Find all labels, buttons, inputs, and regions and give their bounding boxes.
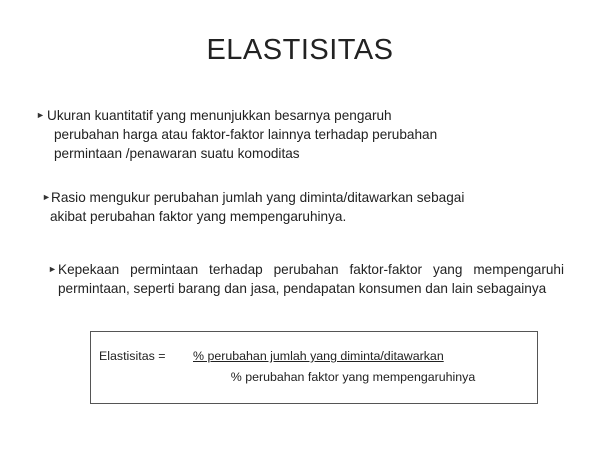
bullet-point-2 xyxy=(42,188,570,226)
formula-denominator: % perubahan faktor yang mempengaruhinya xyxy=(230,370,476,384)
bullet-3-text: Kepekaan permintaan terhadap perubahan faktor-faktor yang mempengaruhi permintaan, seperti barang dan jasa, pendapatan konsumen dan lain sebagainya xyxy=(58,262,564,296)
formula-lhs: Elastisitas = xyxy=(99,349,166,363)
arrow-bullet-icon: ► xyxy=(42,192,51,202)
formula-numerator: % perubahan jumlah yang diminta/ditawarkan xyxy=(193,349,444,363)
bullet-2-line-2: akibat perubahan faktor yang mempengaruhinya. xyxy=(50,209,347,224)
bullet-point-1 xyxy=(36,106,556,163)
formula-box xyxy=(90,331,538,404)
arrow-bullet-icon: ► xyxy=(48,264,57,274)
slide-title: ELASTISITAS xyxy=(206,34,394,66)
bullet-point-3 xyxy=(48,260,564,298)
arrow-bullet-icon: ► xyxy=(36,110,45,120)
bullet-1-line-3: permintaan /penawaran suatu komoditas xyxy=(54,146,300,161)
bullet-1-line-1: Ukuran kuantitatif yang menunjukkan besarnya pengaruh xyxy=(47,108,392,123)
bullet-1-line-2: perubahan harga atau faktor-faktor lainnya terhadap perubahan xyxy=(54,127,438,142)
bullet-2-line-1: Rasio mengukur perubahan jumlah yang diminta/ditawarkan sebagai xyxy=(51,190,465,205)
